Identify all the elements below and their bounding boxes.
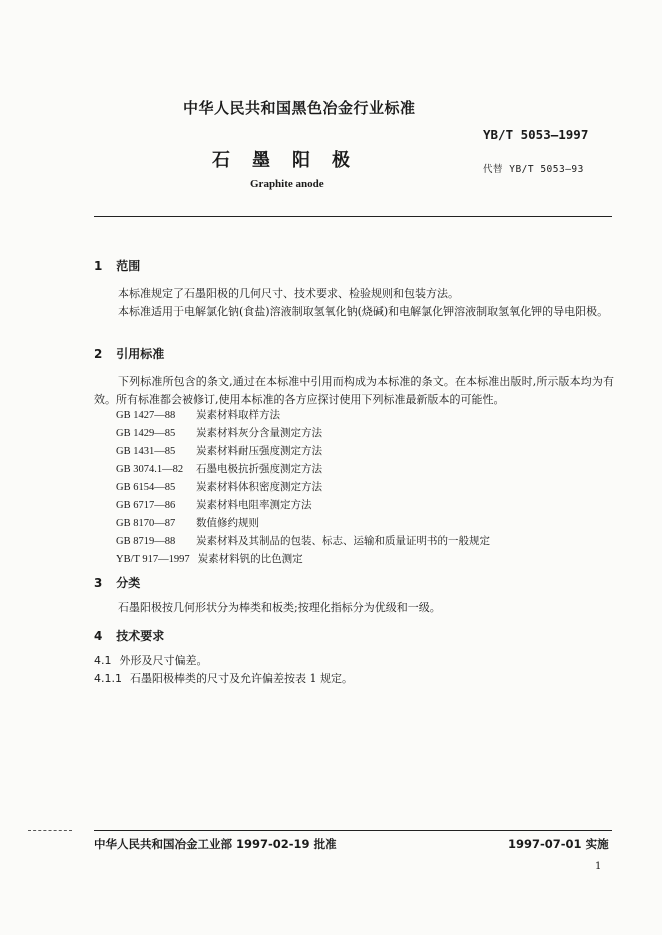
section-2-heading	[94, 345, 164, 362]
reference-item	[116, 533, 490, 548]
standard-number: YB/T 5053—1997	[483, 127, 589, 142]
reference-name: 炭素材料体积密度测定方法	[196, 481, 322, 493]
reference-item	[116, 515, 259, 530]
reference-name: 数值修约规则	[196, 517, 259, 529]
reference-name: 炭素材料耐压强度测定方法	[196, 445, 322, 457]
clause-4-1-1	[94, 670, 353, 686]
effective-date: 1997-07-01 实施	[508, 837, 609, 851]
clause-number: 4.1	[94, 654, 112, 667]
reference-code: YB/T 917—1997	[116, 554, 190, 565]
reference-name: 炭素材料及其制品的包装、标志、运输和质量证明书的一般规定	[196, 535, 490, 547]
section-2-intro: 下列标准所包含的条文,通过在本标准中引用而构成为本标准的条文。在本标准出版时,所示版本均为有效。所有标准都会被修订,使用本标准的各方应探讨使用下列标准最新版本的可能性。	[94, 375, 614, 406]
reference-code: GB 6717—86	[116, 500, 176, 511]
clause-text: 石墨阳极棒类的尺寸及允许偏差按表 1 规定。	[130, 672, 353, 685]
english-title: Graphite anode	[250, 178, 324, 190]
reference-code: GB 6154—85	[116, 482, 176, 493]
reference-item	[116, 551, 303, 566]
section-title: 范围	[116, 259, 141, 273]
reference-name: 炭素材料钒的比色测定	[197, 553, 303, 565]
section-title: 引用标准	[116, 347, 165, 361]
reference-item	[116, 425, 322, 440]
section-number: 4	[94, 629, 103, 643]
reference-item	[116, 407, 280, 422]
header-divider	[94, 216, 612, 217]
reference-code: GB 8170—87	[116, 518, 176, 529]
reference-item	[116, 443, 322, 458]
reference-item	[116, 461, 322, 476]
section-1-heading	[94, 257, 140, 274]
reference-item	[116, 479, 322, 494]
section-3-paragraph: 石墨阳极按几何形状分为棒类和板类;按理化指标分为优级和一级。	[118, 601, 441, 614]
reference-name: 石墨电极抗折强度测定方法	[196, 463, 322, 475]
reference-code: GB 1429—85	[116, 428, 176, 439]
section-3-heading	[94, 574, 140, 591]
reference-name: 炭素材料电阻率测定方法	[196, 499, 312, 511]
reference-code: GB 1427—88	[116, 410, 176, 421]
issuing-organization: 中华人民共和国黑色冶金行业标准	[183, 99, 416, 117]
reference-name: 炭素材料取样方法	[196, 409, 280, 421]
section-title: 技术要求	[116, 629, 165, 643]
reference-item	[116, 497, 312, 512]
section-number: 3	[94, 576, 103, 590]
approval-date: 中华人民共和国冶金工业部 1997-02-19 批准	[94, 837, 337, 851]
page-number: 1	[595, 861, 602, 872]
reference-code: GB 1431—85	[116, 446, 176, 457]
reference-code: GB 8719—88	[116, 536, 176, 547]
section-1-paragraph-1: 本标准规定了石墨阳极的几何尺寸、技术要求、检验规则和包装方法。	[118, 287, 459, 300]
clause-4-1	[94, 652, 208, 668]
reference-code: GB 3074.1—82	[116, 464, 184, 475]
clause-number: 4.1.1	[94, 672, 122, 685]
section-4-heading	[94, 627, 164, 644]
reference-name: 炭素材料灰分含量测定方法	[196, 427, 322, 439]
footer-divider	[94, 830, 612, 831]
document-title: 石墨阳极	[212, 150, 372, 171]
section-number: 2	[94, 347, 103, 361]
section-number: 1	[94, 259, 103, 273]
section-title: 分类	[116, 576, 141, 590]
clause-text: 外形及尺寸偏差。	[119, 654, 208, 667]
section-1-paragraph-2: 本标准适用于电解氯化钠(食盐)溶液制取氢氧化钠(烧碱)和电解氯化钾溶液制取氢氧化钾的导电阳极。	[118, 305, 609, 318]
footer-dashed-mark	[28, 830, 72, 831]
replaces-standard: 代替 YB/T 5053—93	[483, 164, 584, 175]
